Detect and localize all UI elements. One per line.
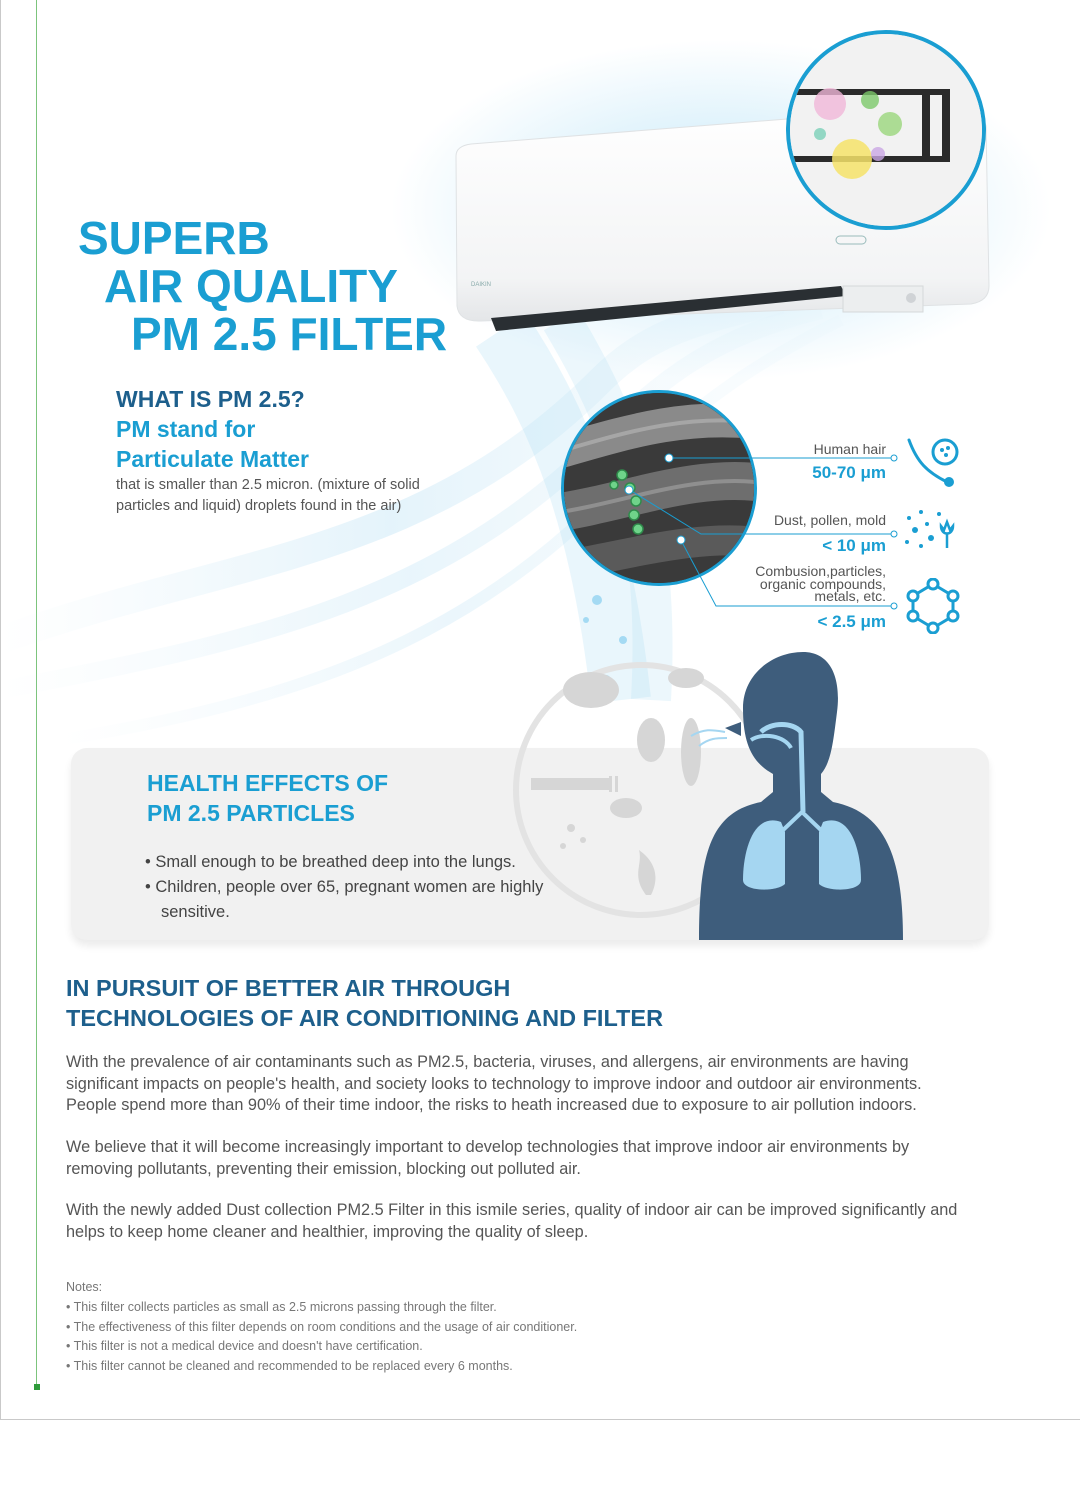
- what-is-pm-sub1: PM stand for: [116, 416, 256, 442]
- particle-label-dust: Dust, pollen, mold: [773, 512, 886, 528]
- particle-value-hair: 50-70 μm: [812, 463, 886, 482]
- green-margin-dot: [34, 1384, 40, 1390]
- note-text: The effectiveness of this filter depends on room conditions and the usage of air conditioner.: [73, 1319, 578, 1334]
- title-line-2: AIR QUALITY: [104, 260, 398, 312]
- pursuit-title-2: TECHNOLOGIES OF AIR CONDITIONING AND FILTER: [66, 1005, 664, 1031]
- pursuit-paragraph-2: We believe that it will become increasingly important to develop technologies that improve indoor air environments by removing pollutants, preventing their emission, blocking out polluted air.: [66, 1138, 910, 1178]
- particle-label-hair: Human hair: [813, 441, 886, 457]
- health-effects-title-2: PM 2.5 PARTICLES: [147, 800, 355, 826]
- health-effect-text: Children, people over 65, pregnant women are highly sensitive.: [155, 878, 544, 921]
- notes-list: [66, 1298, 577, 1376]
- svg-text:DAIKIN: DAIKIN: [471, 282, 492, 288]
- health-effect-item: • Small enough to be breathed deep into the lungs.: [145, 853, 516, 871]
- note-text: This filter is not a medical device and doesn't have certification.: [73, 1339, 423, 1353]
- note-item: • The effectiveness of this filter depends on room conditions and the usage of air conditioner.: [66, 1319, 578, 1334]
- what-is-pm-sub2: Particulate Matter: [116, 446, 310, 472]
- pursuit-paragraph-3: With the newly added Dust collection PM2.5 Filter in this ismile series, quality of indoor air can be improved significantly and helps to keep home cleaner and healthier, improving the quality of sleep.: [66, 1201, 958, 1241]
- health-effects-list: [145, 850, 561, 925]
- health-effect-text: Small enough to be breathed deep into the lungs.: [155, 853, 516, 871]
- pollen-icon: [901, 504, 963, 554]
- note-item: • This filter collects particles as small as 2.5 microns passing through the filter.: [66, 1300, 497, 1314]
- molecule-icon: [903, 578, 963, 634]
- human-respiratory-graphic: [681, 652, 921, 940]
- note-text: This filter cannot be cleaned and recommended to be replaced every 6 months.: [73, 1358, 513, 1373]
- notes-label: Notes:: [66, 1280, 103, 1294]
- health-effect-item: • Children, people over 65, pregnant women are highly sensitive.: [145, 878, 544, 921]
- what-is-pm-body: that is smaller than 2.5 micron. (mixture of solid particles and liquid) droplets found in the air): [116, 477, 420, 514]
- particle-label-combustion: Combusion,particles, organic compounds, metals, etc.: [755, 563, 886, 604]
- particle-value-combustion: < 2.5 μm: [817, 612, 886, 631]
- health-effects-title-1: HEALTH EFFECTS OF: [147, 770, 389, 796]
- title-line-3: PM 2.5 FILTER: [131, 308, 448, 360]
- what-is-pm-heading: WHAT IS PM 2.5?: [116, 386, 305, 412]
- pursuit-title-1: IN PURSUIT OF BETTER AIR THROUGH: [66, 975, 511, 1001]
- note-item: • This filter is not a medical device and doesn't have certification.: [66, 1339, 423, 1353]
- pursuit-paragraph-1: With the prevalence of air contaminants such as PM2.5, bacteria, viruses, and allergens, air environments are having significant impacts on people's health, and society looks to technology to improve indoor and outdoor air environments. People spend more than 90% of their time indoor, the risks to heath increased due to exposure to air pollution indoors.: [66, 1053, 922, 1114]
- particle-value-dust: < 10 μm: [822, 536, 886, 555]
- note-text: This filter collects particles as small as 2.5 microns passing through the filter.: [73, 1300, 497, 1314]
- hair-icon: [903, 432, 961, 490]
- title-line-1: SUPERB: [78, 212, 270, 264]
- note-item: • This filter cannot be cleaned and recommended to be replaced every 6 months.: [66, 1358, 513, 1373]
